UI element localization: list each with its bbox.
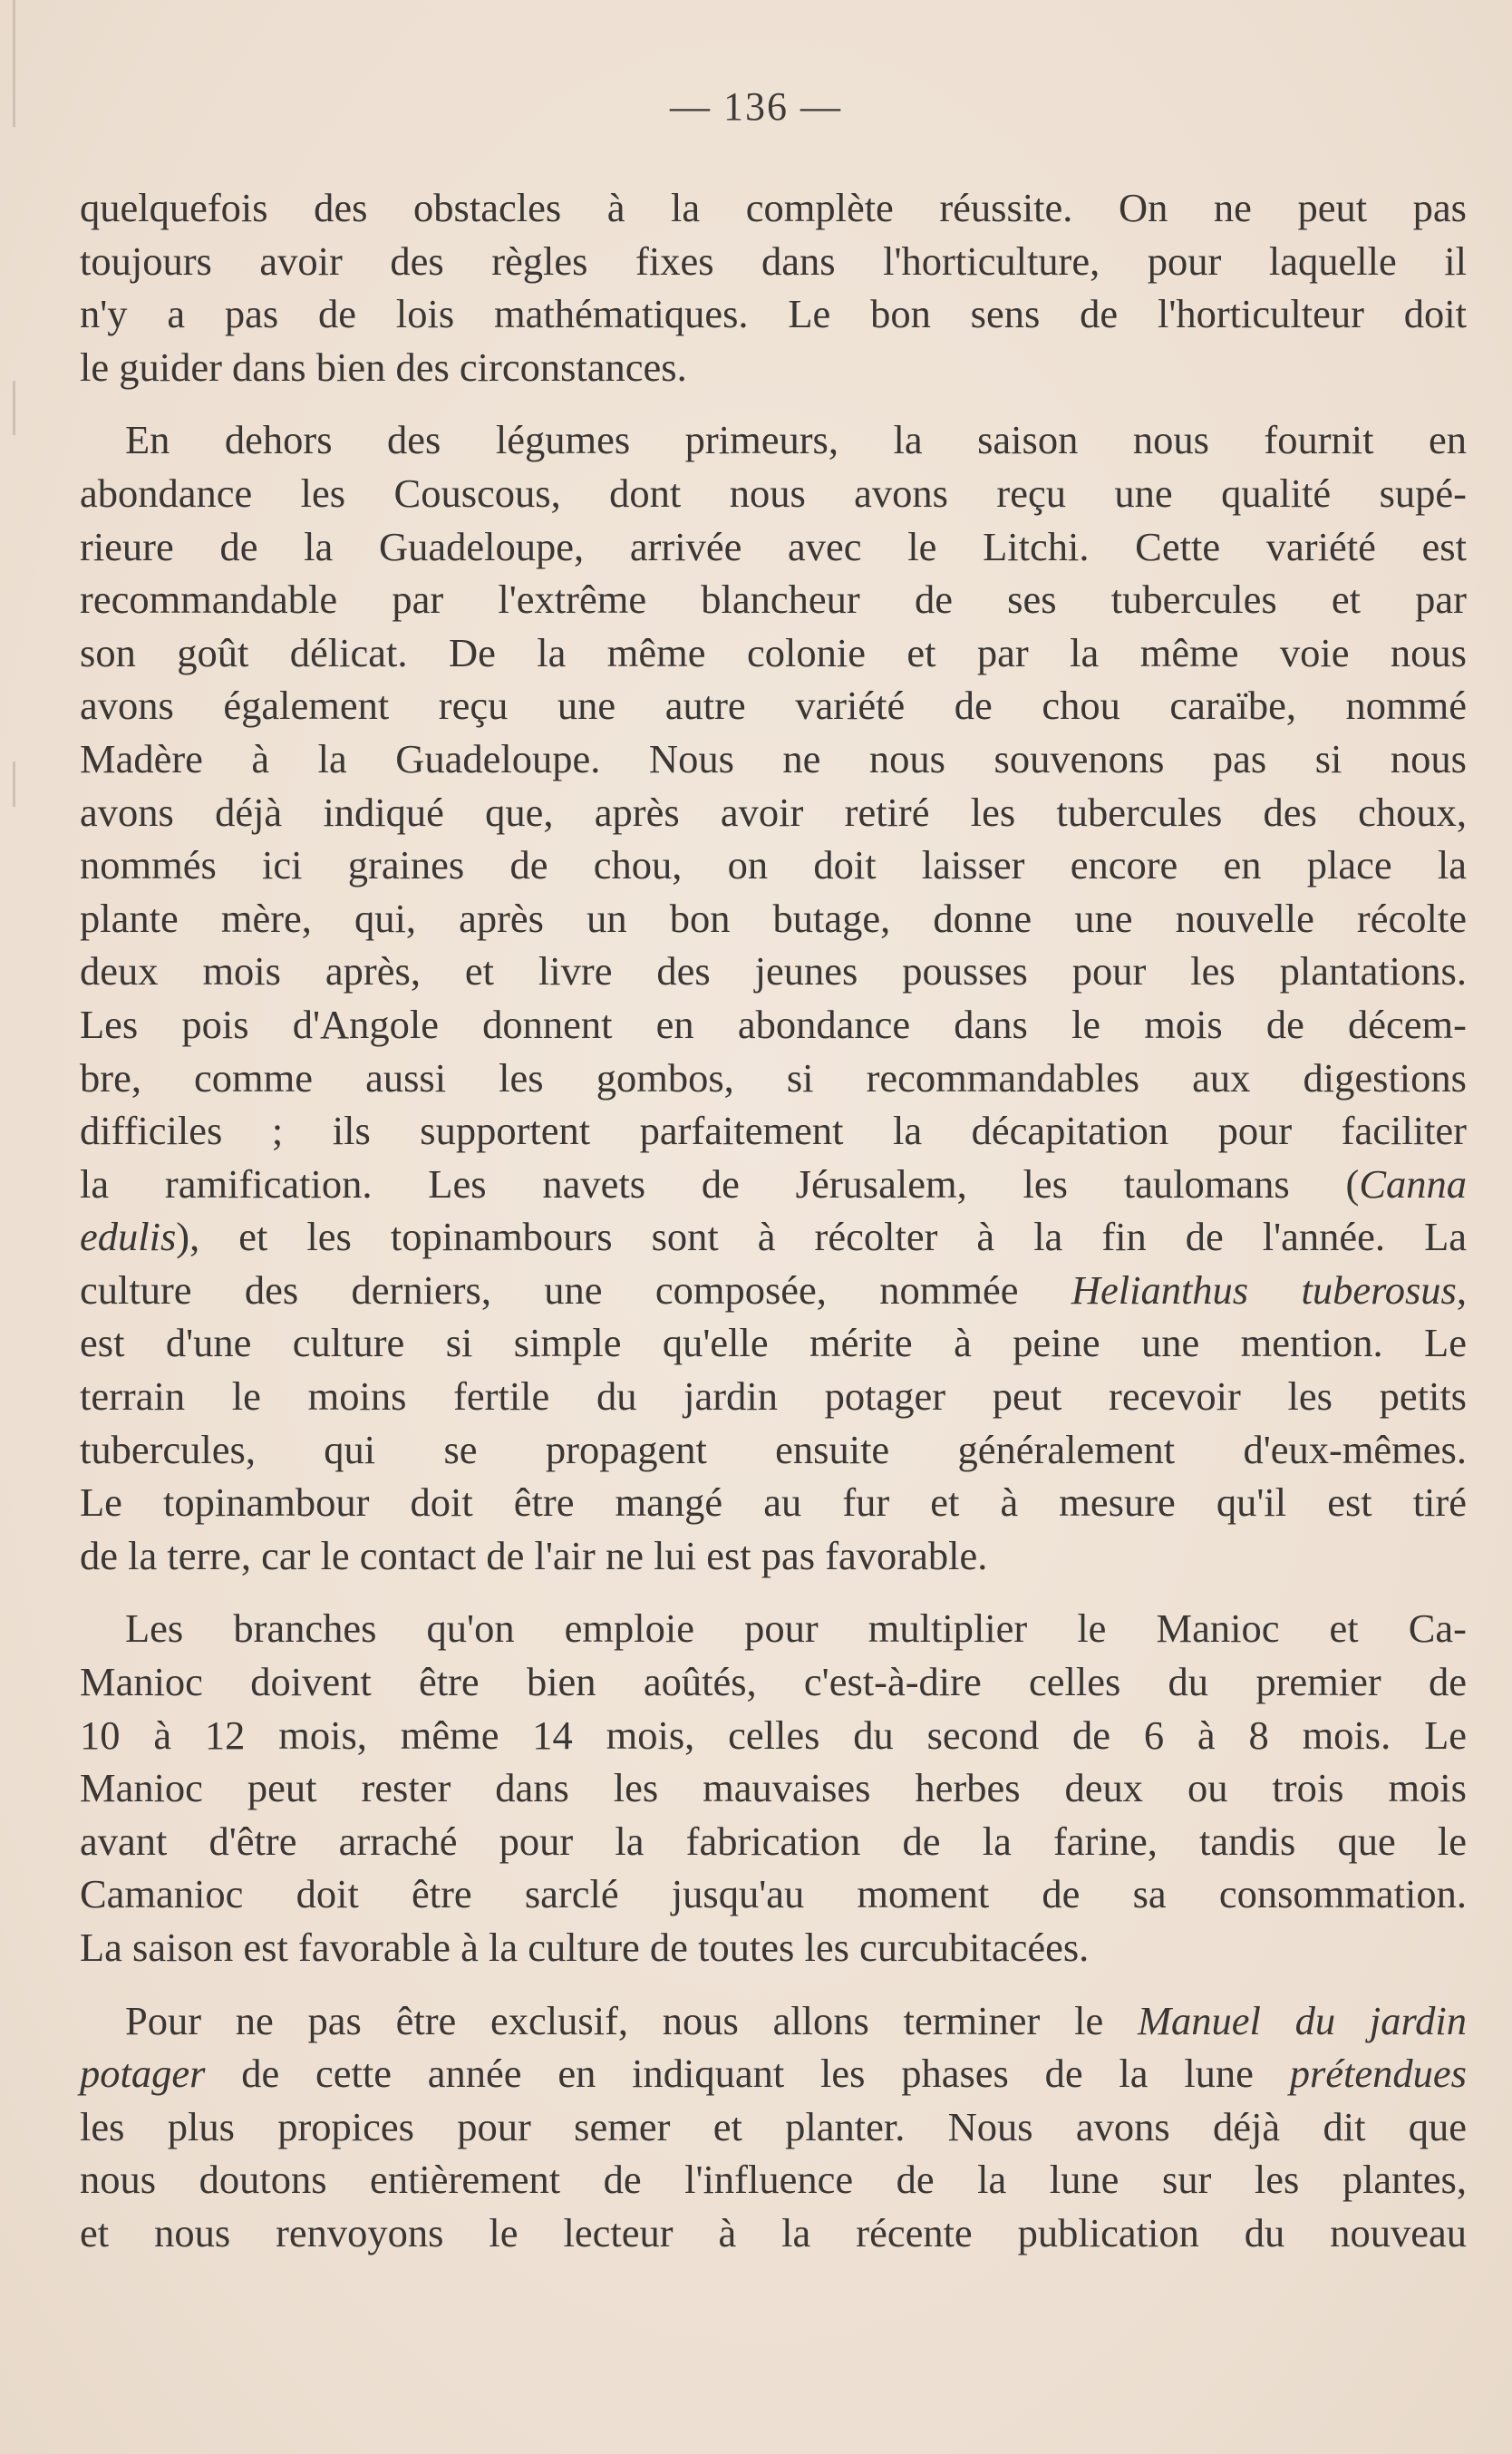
text-line: terrain le moins fertile du jardin potager peut recevoir les petits [80, 1373, 1467, 1420]
text-line: Madère à la Guadeloupe. Nous ne nous souvenons pas si nous [80, 735, 1467, 781]
text-segment: Pour ne pas être exclusif, nous allons terminer le [125, 1997, 1138, 2043]
text-line: quelquefois des obstacles à la complète réussite. On ne peut pas [80, 185, 1467, 230]
text-line: tubercules, qui se propagent ensuite généralement d'eux-mêmes. [80, 1426, 1467, 1472]
text-line: avons également reçu une autre variété de chou caraïbe, nommé [80, 683, 1467, 729]
text-line-with-italic [80, 1264, 1467, 1317]
text-line: Manioc doivent être bien aoûtés, c'est-à-dire celles du premier de [80, 1659, 1467, 1705]
text-line: et nous renvoyons le lecteur à la récente publication du nouveau [80, 2209, 1467, 2255]
text-line: La saison est favorable à la culture de toutes les curcubitacées. [80, 1925, 1090, 1970]
text-line: son goût délicat. De la même colonie et par la même voie nous [80, 629, 1467, 675]
body-text [80, 181, 1467, 2280]
text-line: n'y a pas de lois mathématiques. Le bon sens de l'horticulteur doit [80, 291, 1467, 337]
italic-title: potager [80, 2051, 206, 2097]
text-line-with-italic [80, 2047, 1467, 2100]
text-line: avant d'être arraché pour la fabrication de la farine, tandis que le [80, 1818, 1467, 1864]
page-edge-mark [13, 761, 15, 807]
text-line: nous doutons entièrement de l'influence de la lune sur les plantes, [80, 2157, 1467, 2203]
text-line: Manioc peut rester dans les mauvaises herbes deux ou trois mois [80, 1765, 1467, 1811]
paragraph-1 [80, 181, 1467, 393]
text-line: les plus propices pour semer et planter. Nous avons déjà dit que [80, 2103, 1467, 2149]
italic-term: prétendues [1289, 2051, 1467, 2097]
text-line: difficiles ; ils supportent parfaitement la décapitation pour faciliter [80, 1108, 1467, 1154]
text-line: de la terre, car le contact de l'air ne lui est pas favorable. [80, 1532, 988, 1578]
text-segment: ), et les topinambours sont à récolter à la fin de l'année. La [176, 1214, 1467, 1260]
text-segment: , [1456, 1266, 1467, 1313]
text-line: abondance les Couscous, dont nous avons reçu une qualité supé- [80, 470, 1467, 516]
text-segment: la ramification. Les navets de Jérusalem, les taulomans ( [80, 1160, 1360, 1207]
page-edge-mark [13, 381, 15, 435]
text-line: le guider dans bien des circonstances. [80, 344, 687, 390]
text-line: rieure de la Guadeloupe, arrivée avec le Litchi. Cette variété est [80, 523, 1467, 569]
page-number: — 136 — [670, 84, 842, 129]
text-line: est d'une culture si simple qu'elle mérite à peine une mention. Le [80, 1320, 1467, 1366]
text-line: Le topinambour doit être mangé au fur et à mesure qu'il est tiré [80, 1479, 1467, 1526]
italic-term: edulis [80, 1214, 177, 1260]
text-line [80, 1210, 1467, 1264]
text-line: toujours avoir des règles fixes dans l'horticulture, pour laquelle il [80, 238, 1467, 284]
text-line: Les pois d'Angole donnent en abondance dans le mois de décem- [80, 1001, 1467, 1047]
text-segment: culture des derniers, une composée, nommée [80, 1266, 1071, 1313]
text-line-with-italic [80, 1158, 1467, 1211]
text-line: plante mère, qui, après un bon butage, donne une nouvelle récolte [80, 895, 1467, 941]
text-line: recommandable par l'extrême blancheur de ses tubercules et par [80, 577, 1467, 623]
text-line: Les branches qu'on emploie pour multiplier le Manioc et Ca- [125, 1605, 1467, 1652]
italic-term: Canna [1359, 1160, 1467, 1207]
text-line: deux mois après, et livre des jeunes pousses pour les plantations. [80, 948, 1467, 994]
italic-title: Manuel du jardin [1137, 1997, 1467, 2043]
text-line: avons déjà indiqué que, après avoir retiré les tubercules des choux, [80, 789, 1467, 835]
paragraph-3 [80, 1602, 1467, 1974]
text-segment: de cette année en indiquant les phases de la lune [205, 2051, 1290, 2097]
text-line: bre, comme aussi les gombos, si recommandables aux digestions [80, 1054, 1467, 1101]
text-line: Camanioc doit être sarclé jusqu'au moment de sa consommation. [80, 1871, 1467, 1917]
text-line: nommés ici graines de chou, on doit laisser encore en place la [80, 842, 1467, 888]
text-line-with-italic [80, 1994, 1467, 2048]
italic-term: Helianthus tuberosus [1071, 1266, 1457, 1313]
text-line: En dehors des légumes primeurs, la saison nous fournit en [125, 417, 1467, 463]
text-line: 10 à 12 mois, même 14 mois, celles du second de 6 à 8 mois. Le [80, 1712, 1467, 1758]
paragraph-2 [80, 413, 1467, 1582]
paragraph-4 [80, 1994, 1467, 2260]
